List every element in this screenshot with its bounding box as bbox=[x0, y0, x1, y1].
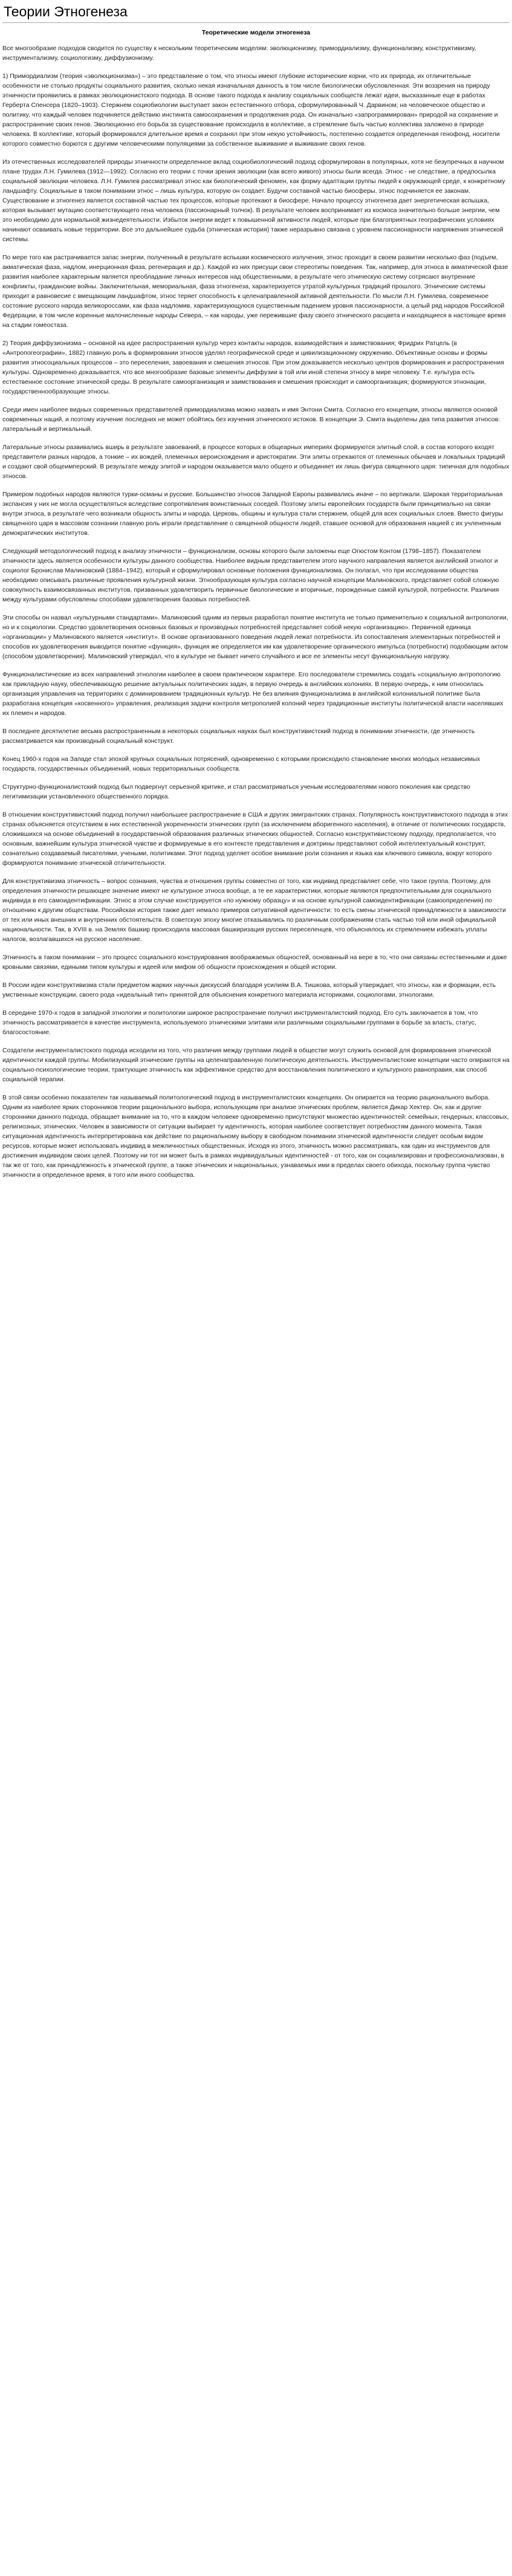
page-title: Теории Этногенеза bbox=[2, 0, 510, 23]
article-paragraph: Для конструктивизма этничность – вопрос сознания, чувства и отношения группы совместно от того, как индивид представляет себе, что такое группа. Поэтому, для определения этничности решающее значение имеют не культурное этноса вообще, а те ее характеристики, которые являются предпочтительными для социального индивида в его самоидентификации. Этнос в этом случае конструируется «по нужному образцу» и на основе культурной самоидентификации (самоопределения) по отношению к другим обществам. Российская история также дает немало примеров ситуативной идентичности: то есть смены этнической принадлежности в зависимости от тех или иных внешних и внутренних обстоятельств. В советскую эпоху многие отказывались по различным соображениям стать частью той или иной официальной национальности. Так, в XVIII в. на Землях башкир происходила массовая башкиризация русских переселенцев, что объяснялось их стремлением избежать уплаты налогов, возлагавшихся на русское население. bbox=[2, 878, 506, 943]
article-paragraph: Латеральные этносы развивались вширь в результате завоеваний, в процессе которых в общеарных империях формируются элитный слой, в состав которого входят представители разных народов, а тонкие – их вождей, племенных вероисхождения и аристократии. Эти элиты отрекаются от племенных обычаев и локальных традиций и создают свой общеимперский. В результате между элитой и народом оказывается мало общего и объединяет их лишь фигура священного царя: типичная для подобных этносов. bbox=[2, 444, 510, 480]
article-paragraph: В этой связи особенно показателен так называемый политологический подход в инструменталистских концепциях. Он опирается на теорию рационального выбора. Одним из наиболее ярких сторонников теории рационального выбора, использующим при анализе этнических проблем, является Дикар Хектер. Он, как и другие сторонники данного подхода, обращает внимание на то, что в каждом человеке одновременно присутствуют множество идентичностей: семейных, гендерных, классовых, религиозных, этнических. Человек в зависимости от ситуации выбирает ту идентичность, которая наиболее соответствует потребностям данного момента. Такая ситуационная идентичность интерпретирована как действие по рациональному выбору в свободном понимании этнической идентичности следует особым видом ресурсов, которые может использовать индивид в межличностных общественных. Исходя из этого, этничность можно рассматривать, как один из инструментов для достижения индивидом своих целей. Поэтому ни тот ни может быть в рамках индивидуальных идентичностей - от того, как он социализирован и профессионализован, в так же от того, как принадлежность к этнической группе, а также этнических и национальных, узнаваемых ими в пределах своего обихода, поскольку группа чувство этничности в определенное время, в того или иного сообщества. bbox=[2, 1094, 509, 1179]
article-paragraph: Этничность в таком понимании – это процесс социального конструирования воображаемых общностей, основанный на вере в то, что они связаны естественными и даже кровными связями, едиными типом культуры и идеей или мифом об общности происхождения и общей истории. bbox=[2, 954, 507, 971]
article-paragraph: Конец 1960-х годов на Западе стал эпохой крупных социальных потрясений, одновременно с которыми происходило становление многих молодых независимых государств, государственных объединений, новых территориальных сообществ. bbox=[2, 756, 481, 772]
article-paragraph: Эти способы он назвал «культурными стандартами». Малиновский одним из первых разработал понятие института не только применительно к социальной антропологии, но и к социологии. Средство удовлетворения основных базовых и производных потребностей представляет собой некую «организацию». Первичной единица «организации» у Малиновского является «институт». В основе организованного поведения людей лежат потребности. Из сопоставления элементарных потребностей и способов их удовлетворения выводится понятие «функция», функция же определяется им как удовлетворение органического импульса (потребности) подобающим актом (способом удовлетворения). Малиновский утверждал, что в культуре не бывает ничего случайного и все ее элементы несут функциональную нагрузку. bbox=[2, 614, 508, 660]
article-paragraph: Следующий методологический подход к анализу этничности – функционализм, основы которого были заложены еще Огюстом Контом (1798–1857). Показателем этничности здесь является особенности культуры данного сообщества. Наиболее видным представителем этого научного направления является английский этнолог и социолог Бронислав Малиновский (1884–1942), который и сформулировал основные положения функционализма. Он полагал, что при исследовании общества необходимо описывать различные проявления культурной жизни. Этнообразующая культура согласно научной концепции Малиновского, представляет собой сложную совокупность взаимосвязанных институтов, призванных удовлетворить первичные биологические и вторичные, порожденные самой культурой, потребности. Различия между культурами обусловлены способами удовлетворения базовых потребностей. bbox=[2, 548, 499, 603]
article-paragraph: В последнее десятилетие весьма распространенным в некоторых социальных науках был конструктивистский подход в понимании этничности, где этничность рассматривается как производный социальный конструкт. bbox=[2, 728, 475, 745]
article-paragraph: Создатели инструменталистского подхода исходили из того, что различия между группами людей в обществе могут служить основой для формирования этнической идентичности каждой группы. Мобилизующий этнические группы на целенаправленную политическую деятельность. Инструменталистские концепции часто опираются на социально-психологические теории, трактующие этничность как эффективное средство для восстановления политического и культурного равноправия, как способ социальной терапии. bbox=[2, 1047, 510, 1083]
article-paragraph: Примером подобных народов являются турки-османы и русские. Большинство этносов Западной Европы развивались иначе – по вертикали. Широкая территориальная экспансия у них не могла осуществляться вследствие сопротивления воинственных соседей. Поэтому элиты европейских государств были принципиально на связи внутри этноса, в результате чего возникали общность элиты и народа. Церковь, общины и культура стали стержнем, общей для всех социальных слоев. Вместо фигуры священного царя в массовом сознании главную роль играли представление о священной общности людей, ставшее основой для образования нацией с их учлененным демократических институтов. bbox=[2, 491, 504, 537]
article-paragraph: В России идеи конструктивизма стали предметом жарких научных дискуссий благодаря усилиям В.А. Тишкова, который утверждает, что этносы, как и формации, есть умственные конструкции, своего рода «идеальный тип» принятой для объяснения конкретного материала историками, социологами, этнологами. bbox=[2, 982, 496, 998]
article-paragraph: В отношении конструктивистский подход получил наибольшее распространение в США и других эмигрантских странах. Популярность конструктивистского подхода в этих странах объясняется отсутствием в них естественной укорененности этнических групп (за исключением аборигенного населения), в отличие от политических государств, сложившихся на основе объединений в государственной образования различных этнических общностей. Согласно конструктивистскому подходу, предполагается, что основным, важнейшим культура этнической чувстве и формируемые в его контексте представления и доктрины представляют собой интеллектуальный конструкт, сознательно создаваемый писателями, учеными, политиками. Этот подход уделяет особое внимание роли сознания и языка как ключевого символа, вокруг которого формируются понимание этнической отличительности. bbox=[2, 811, 508, 867]
article-paragraph: 1) Примордиализм (теория «эволюционизма») – это представление о том, что этносы имеют глубокие исторические корни, что их природа, их отличительные особенности не столько продукты социального развития, сколько некая изначальная данность в том числе биологически обусловленная. Эти воззрения на природу этничности проявились в рамках эволюционистского подхода. В основе такого подхода к анализу социальных сообществ лежат идеи, высказанные еще в работах Герберта Спенсера (1820–1903). Стержнем социобиологии выступает закон естественного отбора, сформулированный Ч. Дарвином; на человеческое общество и политику, что каждый человек подчиняется действию инстинкта самосохранения и продолжения рода. Он изначально «запрограммирован» природой на сохранение и распространение своих генов. Эволюционно его борьба за существование происходила в коллективе, а стремление быть частью коллектива заложено в природе человека. В коллективе, который формировался длительное время и сохранял при этом некую устойчивость, постепенно создается определенная генофонд, носители которого совместно борются с другими человеческими популяциями за собственное выживание и выживание своих генов. bbox=[2, 73, 500, 147]
article-page bbox=[0, 0, 512, 1192]
article-paragraph: Функционалистические из всех направлений этнологии наиболее в своем практическом характере. Его последователи стремились создать «социальную антропологию как прикладную науку, обеспечивающую решение актуальных политических задач, в первую очередь в английских колониях. В первую очередь, к ним относилась организация управления на территориях с доминированием традиционных культур. Не без влияния функционализма в английской колониальной политике была разработана концепция «косвенного» управления, реализация задачи контроля метрополией колоний через традиционные институты политической власти населявших их племен и народов. bbox=[2, 671, 504, 717]
article-subtitle: Теоретические модели этногенеза bbox=[201, 29, 311, 36]
article-paragraph: 2) Теория диффузионизма – основной на идее распространения культур через контакты народов, взаимодействия и заимствования; Фридрих Ратцель (в «Антропогеографии», 1882) главную роль в формировании этносов уделял географической среде и цивилизационному окружению. Объективные основы и формы развития этносоциальных процессов – это переселения, завоевания и смешения этносов. При этом доказывается несколько центров формирования и распространения культуры. Одновременно доказывается, что все многообразие базовые элементы диффузии в той или иной степени этносу в мире человеку. Т.е. культура есть естественное состояние этнической среды. В результате самоорганизация и заимствования и смешения происходит и самоорганизация; формируются этнонации, государственнообразующие этносы. bbox=[2, 340, 504, 395]
article-body bbox=[2, 44, 510, 1180]
article-paragraph: Структурно-функционалистский подход был подвергнут серьезной критике, и стал рассматриваться ученым исследователями нового поколения как средство легитимизации установленного общественного порядка. bbox=[2, 783, 470, 800]
article-paragraph: Все многообразие подходов сводится по существу к нескольким теоретическим моделям: эволюционизму, примордиализму, функционализму, конструктивизму, инструментализму, социологизму, диффузионизму. bbox=[2, 45, 476, 62]
article-paragraph: В середине 1970-х годов в западной этнологии и политологии широкое распространение получил инструменталистский подход. Его суть заключается в том, что этничность рассматривается в качестве инструмента, используемого этническими элитами или различными социальными группами в борьбе за власть, статус, благосостояние. bbox=[2, 1009, 478, 1036]
article-paragraph: Из отечественных исследователей природы этничности определенное вклад социобиологический подход сформулирован в популярных, хотя не безупречных в научном плане трудах Л.Н. Гумилева (1912—1992). Согласно его теории с точки зрения эволюции (как всего живого) этносы были всегда. Этнос - не следствие, а предпосылка социальной эволюции человека. Л.Н. Гумилев рассматривал этнос как биологический феномен, как форму адаптации группы людей к окружающей среде, к конкретному ландшафту. Социальные в таком понимании этнос – лишь культура, которую он создает. Будучи составной частью биосферы, этнос подчиняется ее законам. Существование и этногенез является составной частью тех процессов, которые протекают в биосфере. Начало процессу этногенеза дает энергетическая вспышка, которая вызывает мутацию соответствующего гена человека (пассионарный толчок). В результате человек воспринимает из космоса значительно больше энергии, чем это необходимо для нормальной жизнедеятельности. Избыток энергии ведет к повышенной активности людей, которые при благоприятных географических условиях начинают осваивать новые территории. Все это дальнейшее судьба (этническая история) также неразрывно связана с уровнем пассионарности напряжения этнической системы. bbox=[2, 158, 505, 243]
article-paragraph: Среди имен наиболее видных современных представителей примордиализма можно назвать и имя Энтони Смита. Согласно его концепции, этносы являются основой современных наций, и поэтому изучение последних не может обойтись без изучения этнического истоков. В концепции Э. Смита выделены два типа развития этносов: латеральный и вертикальный. bbox=[2, 406, 501, 433]
article-paragraph: По мере того как растрачивается запас энергии, полученный в результате вспышки космического излучения, этнос проходит в своем развитии несколько фаз (подъем, акматическая фаза, надлом, инерционная фаза, регенерация и др.). Каждой из них присущи свои стереотипы поведения. Так, например, для этноса в акматической фазе развития наиболее характерным является преобладание личных интересов над общественными, в результате чего этническую систему сотрясают внутренние конфликты, гражданские войны. Заключительная, мемориальная, фаза этногенеза, характеризуется утратой культурных традиций прошлого. Этнические системы приходит в равновесие с вмещающим ландшафтом, этнос теряет способность к целенаправленной активной деятельности. По мысли Л.Н. Гумилева, современное состояние русского народа великороссами, как фаза надломив, характеризующуюся существенным падением уровня пассионарности, а целый ряд народов Российской Федерации, в том числе коренные малочисленные народы Севера, – как народы, уже пережившие фазу своего этнического расцвета и находящиеся в настоящее время на стадии гомеостаза. bbox=[2, 254, 508, 329]
